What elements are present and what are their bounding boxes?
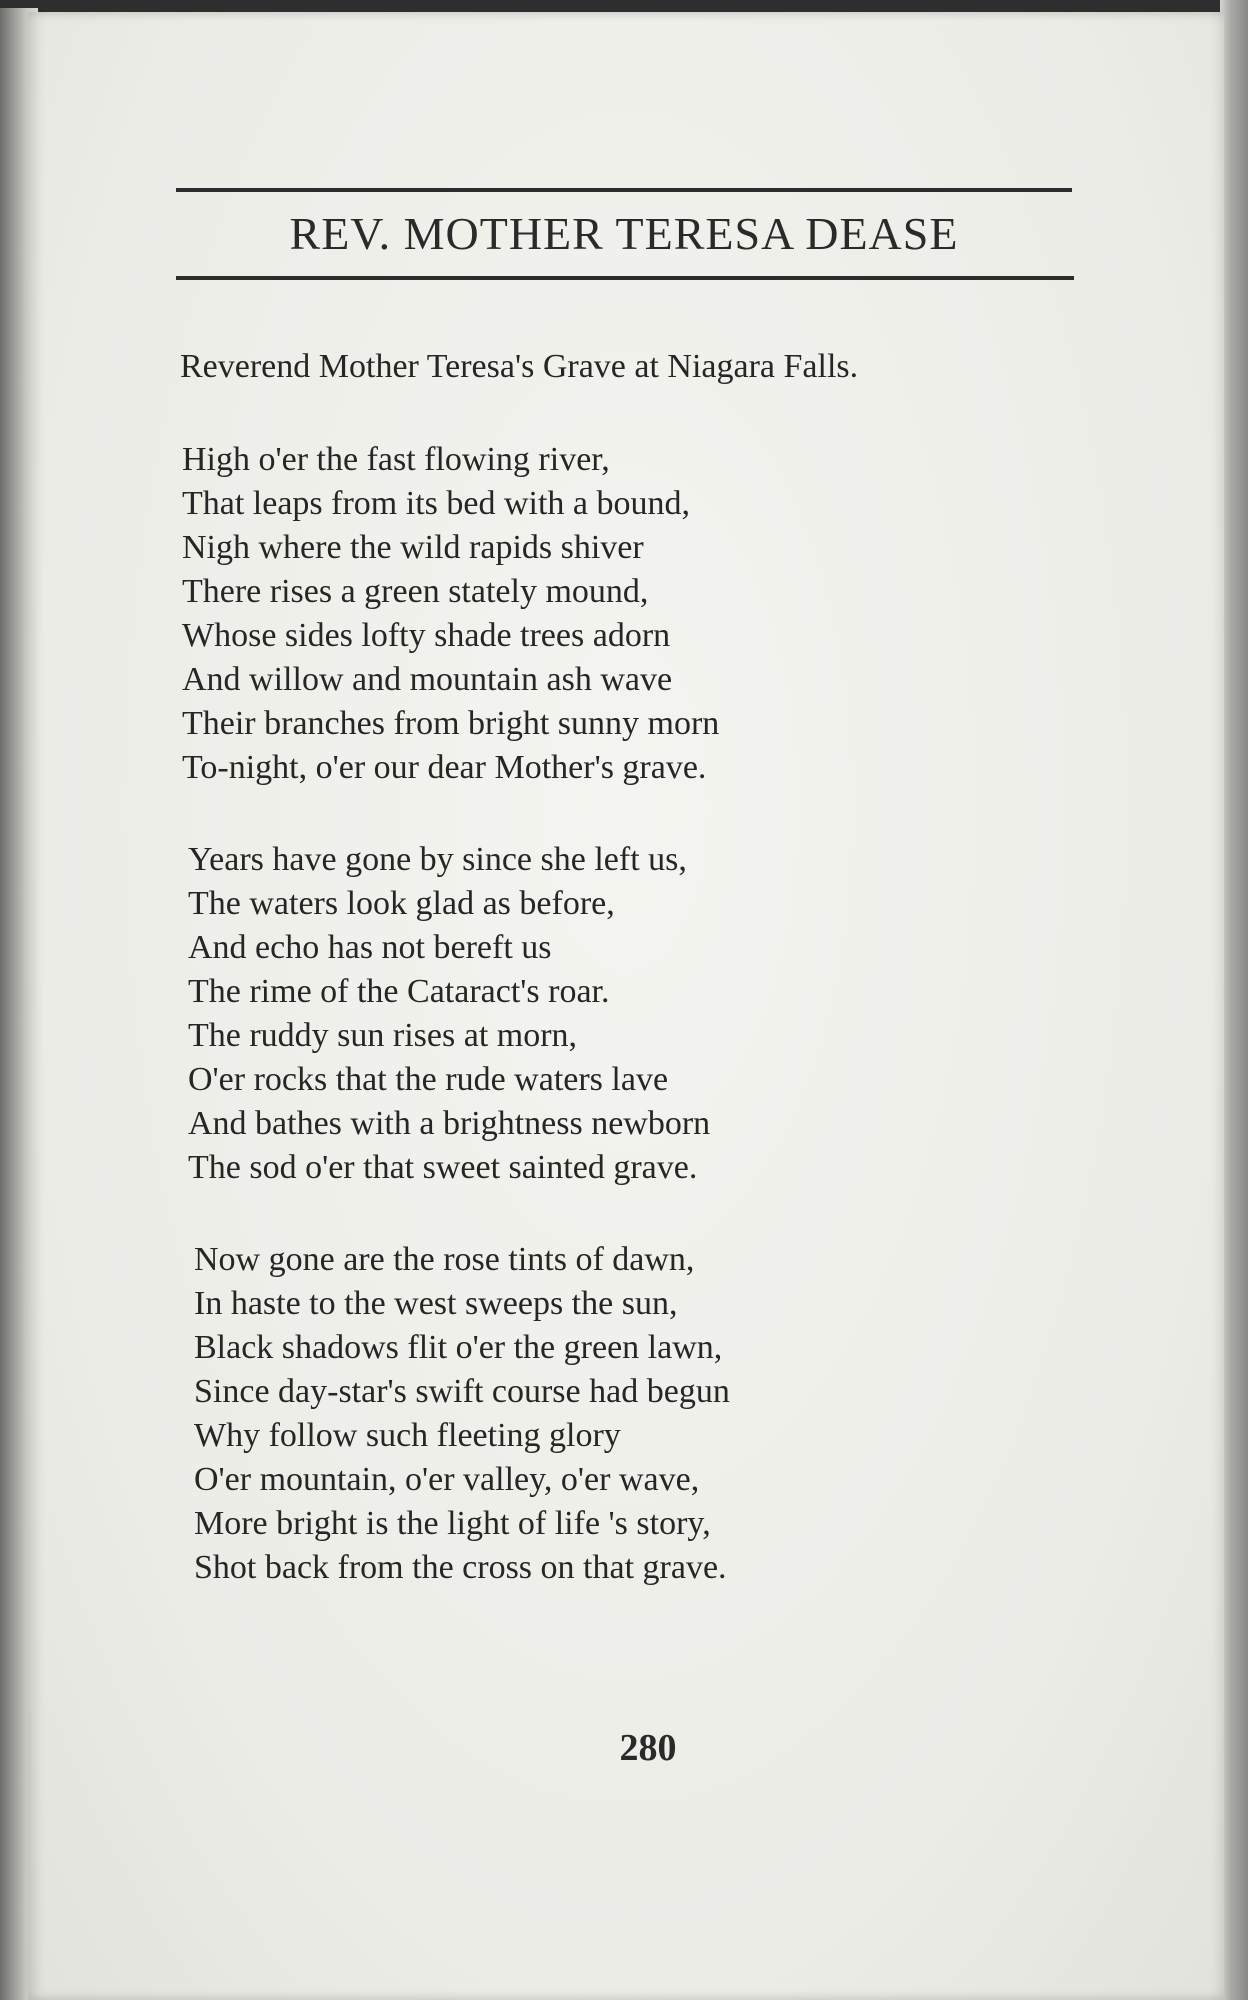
poem-line: Years have gone by since she left us, [188,841,687,878]
poem-line: More bright is the light of life 's story, [194,1505,711,1542]
poem-line: The ruddy sun rises at morn, [188,1017,578,1054]
poem-line: And bathes with a brightness newborn [188,1105,711,1142]
heading-top-rule [176,188,1072,192]
poem-line: There rises a green stately mound, [182,573,649,610]
page-number: 280 [619,1727,677,1769]
poem-line: Whose sides lofty shade trees adorn [182,617,671,654]
poem-line: In haste to the west sweeps the sun, [194,1285,678,1322]
stanza-2 [188,838,710,1190]
poem-line: The waters look glad as before, [188,885,615,922]
poem-title: Reverend Mother Teresa's Grave at Niagara Falls. [180,348,859,385]
poem-line: O'er rocks that the rude waters lave [188,1061,669,1098]
poem-line: Their branches from bright sunny morn [182,705,720,742]
stanza-3 [194,1238,730,1590]
poem-line: And echo has not bereft us [188,929,552,966]
poem-line: Now gone are the rose tints of dawn, [194,1241,695,1278]
poem-line: To-night, o'er our dear Mother's grave. [182,749,707,786]
page-paper [28,12,1224,2000]
poem-line: Nigh where the wild rapids shiver [182,529,644,566]
poem-line: That leaps from its bed with a bound, [182,485,691,522]
poem-line: The sod o'er that sweet sainted grave. [188,1149,698,1186]
poem-line: O'er mountain, o'er valley, o'er wave, [194,1461,700,1498]
poem-line: Shot back from the cross on that grave. [194,1549,727,1586]
poem-line: High o'er the fast flowing river, [182,441,610,478]
poem-line: The rime of the Cataract's roar. [188,973,610,1010]
poem-line: Since day-star's swift course had begun [194,1373,730,1410]
poem-line: And willow and mountain ash wave [182,661,673,698]
poem-line: Why follow such fleeting glory [194,1417,621,1454]
heading-bottom-rule [176,276,1074,280]
stanza-1 [182,438,719,790]
poem-line: Black shadows flit o'er the green lawn, [194,1329,723,1366]
chapter-heading: REV. MOTHER TERESA DEASE [289,208,959,259]
page-fore-edge [1220,0,1248,2000]
